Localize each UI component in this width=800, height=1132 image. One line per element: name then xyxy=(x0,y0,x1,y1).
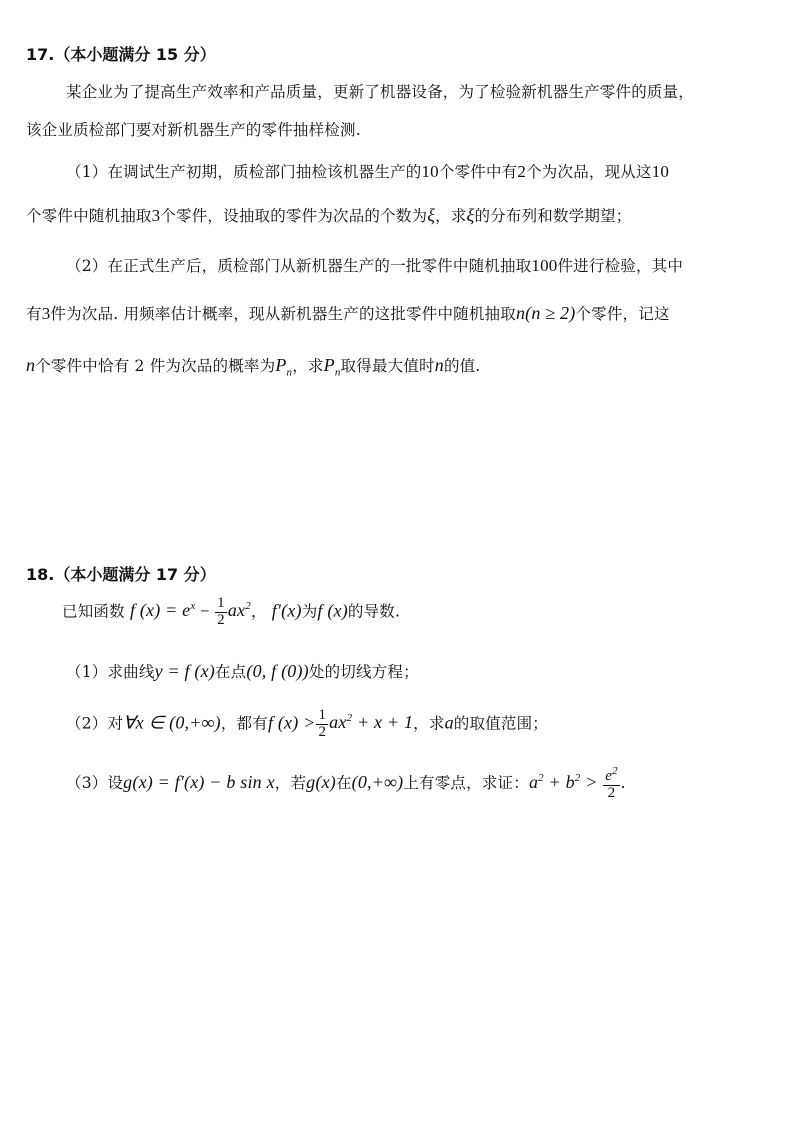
text: （3）设 xyxy=(66,773,124,792)
period: . xyxy=(620,772,626,792)
exponent-2: 2 xyxy=(538,771,544,784)
problem-17-part-2-line-2 xyxy=(26,302,670,324)
f-equals-e: f (x) = e xyxy=(129,600,191,621)
text: 件为次品. 用频率估计概率，现从新机器生产的这批零件中随机抽取 xyxy=(50,305,516,323)
p-n-symbol xyxy=(275,355,293,379)
problem-18-part-1 xyxy=(66,660,419,682)
text: （1）在调试生产初期，质检部门抽检该机器生产的 xyxy=(66,163,422,181)
text: 的取值范围； xyxy=(453,714,548,733)
text: 个零件中恰有 2 件为次品的概率为 xyxy=(35,357,276,375)
text: 取得最大值时 xyxy=(340,357,435,375)
fraction-e-squared-over-2 xyxy=(603,766,620,802)
a: a xyxy=(528,771,539,792)
function-def xyxy=(130,600,196,620)
text: 为 xyxy=(301,602,318,621)
exponent-2: 2 xyxy=(245,600,251,613)
g-definition: g(x) = f′(x) − b sin x xyxy=(123,771,275,792)
text: 处的切线方程； xyxy=(308,663,419,681)
curve-equation: y = f (x) xyxy=(154,661,215,681)
numerator xyxy=(603,766,620,786)
problem-17-part-2-line-3 xyxy=(26,354,480,379)
problem-18-heading: 18.（本小题满分 17 分） xyxy=(26,565,216,584)
exponent-2: 2 xyxy=(574,771,581,784)
problem-17-intro-line-1: 某企业为了提高生产效率和产品质量，更新了机器设备，为了检验新机器生产零件的质量， xyxy=(66,83,695,101)
p-n-symbol xyxy=(323,355,341,379)
number: 10 xyxy=(421,162,439,181)
problem-17-intro-line-2: 该企业质检部门要对新机器生产的零件抽样检测. xyxy=(26,121,361,139)
text: 在 xyxy=(335,773,352,792)
xi-symbol: ξ xyxy=(427,205,436,225)
text: 个为次品，现从这 xyxy=(526,163,652,181)
f-of-x: f (x) xyxy=(317,600,348,621)
ax-squared xyxy=(228,600,251,620)
problem-18-part-2 xyxy=(66,708,548,741)
denominator: 2 xyxy=(318,723,327,740)
plus-x-plus-1: + x + 1 xyxy=(352,712,414,733)
ax: ax xyxy=(227,600,246,621)
a-symbol: a xyxy=(444,712,454,733)
number: 10 xyxy=(651,162,670,181)
problem-17-part-1-line-1 xyxy=(66,160,669,182)
text: ，求 xyxy=(292,357,324,375)
text: 的导数. xyxy=(347,602,401,621)
p-letter: P xyxy=(275,355,287,375)
text: 的分布列和数学期望； xyxy=(474,207,632,225)
text: ，都有 xyxy=(220,714,268,733)
text: （1）求曲线 xyxy=(66,663,155,681)
denominator: 2 xyxy=(607,784,616,801)
text: 上有零点，求证： xyxy=(403,773,529,792)
text: 已知函数 xyxy=(62,602,125,621)
exponent-2: 2 xyxy=(612,765,618,777)
plus-b: + b xyxy=(543,771,575,792)
text: 的值. xyxy=(443,357,481,375)
minus-sign: − xyxy=(195,601,215,621)
numerator: 1 xyxy=(318,707,327,723)
text: 个零件，设抽取的零件为次品的个数为 xyxy=(160,207,428,225)
n-symbol: n xyxy=(26,355,36,375)
inequality-left: f (x) > xyxy=(267,712,316,733)
text: 个零件，记这 xyxy=(575,305,670,323)
numerator: 1 xyxy=(217,595,225,611)
problem-17-part-2-line-1 xyxy=(66,254,683,276)
text: 在点 xyxy=(214,663,247,681)
number: 100 xyxy=(531,256,558,275)
interval: (0,+∞) xyxy=(351,771,404,792)
subscript-n: n xyxy=(334,366,341,379)
fraction-one-half xyxy=(316,708,328,741)
inequality-right xyxy=(329,712,413,732)
fraction-one-half xyxy=(215,596,227,629)
text: 有 xyxy=(26,305,42,323)
number: 3 xyxy=(151,206,161,225)
domain: ∀x ∈ (0,+∞) xyxy=(123,712,221,733)
derivative: f′(x) xyxy=(271,600,302,621)
xi-symbol: ξ xyxy=(466,205,475,225)
text: （2）在正式生产后，质检部门从新机器生产的一批零件中随机抽取 xyxy=(66,257,532,275)
problem-17-heading: 17.（本小题满分 15 分） xyxy=(26,45,216,64)
problem-17-part-1-line-2 xyxy=(26,204,631,226)
g-of-x: g(x) xyxy=(306,771,336,792)
text: ，求 xyxy=(435,207,467,225)
text: （2）对 xyxy=(66,714,124,733)
exponent-x: x xyxy=(190,600,196,613)
text: ，若 xyxy=(274,773,307,792)
p-letter: P xyxy=(323,355,335,375)
text: 个零件中有 xyxy=(438,163,518,181)
exponent-2: 2 xyxy=(346,712,353,725)
a-squared-plus-b-squared xyxy=(529,772,602,792)
point: (0, f (0)) xyxy=(246,661,309,681)
text: ，求 xyxy=(413,714,445,733)
text: 件进行检验，其中 xyxy=(557,257,684,275)
e: e xyxy=(605,768,613,784)
text: ， xyxy=(250,602,267,621)
text: 个零件中随机抽取 xyxy=(26,207,152,225)
problem-18-given xyxy=(62,596,400,629)
number: 3 xyxy=(41,304,51,323)
number: 2 xyxy=(517,162,527,181)
ax: ax xyxy=(329,712,347,733)
n-symbol: n xyxy=(434,355,444,375)
denominator: 2 xyxy=(217,611,225,628)
problem-18-part-3 xyxy=(66,766,625,802)
greater-than: > xyxy=(580,771,603,792)
subscript-n: n xyxy=(286,366,293,379)
n-condition: n(n ≥ 2) xyxy=(515,303,576,323)
